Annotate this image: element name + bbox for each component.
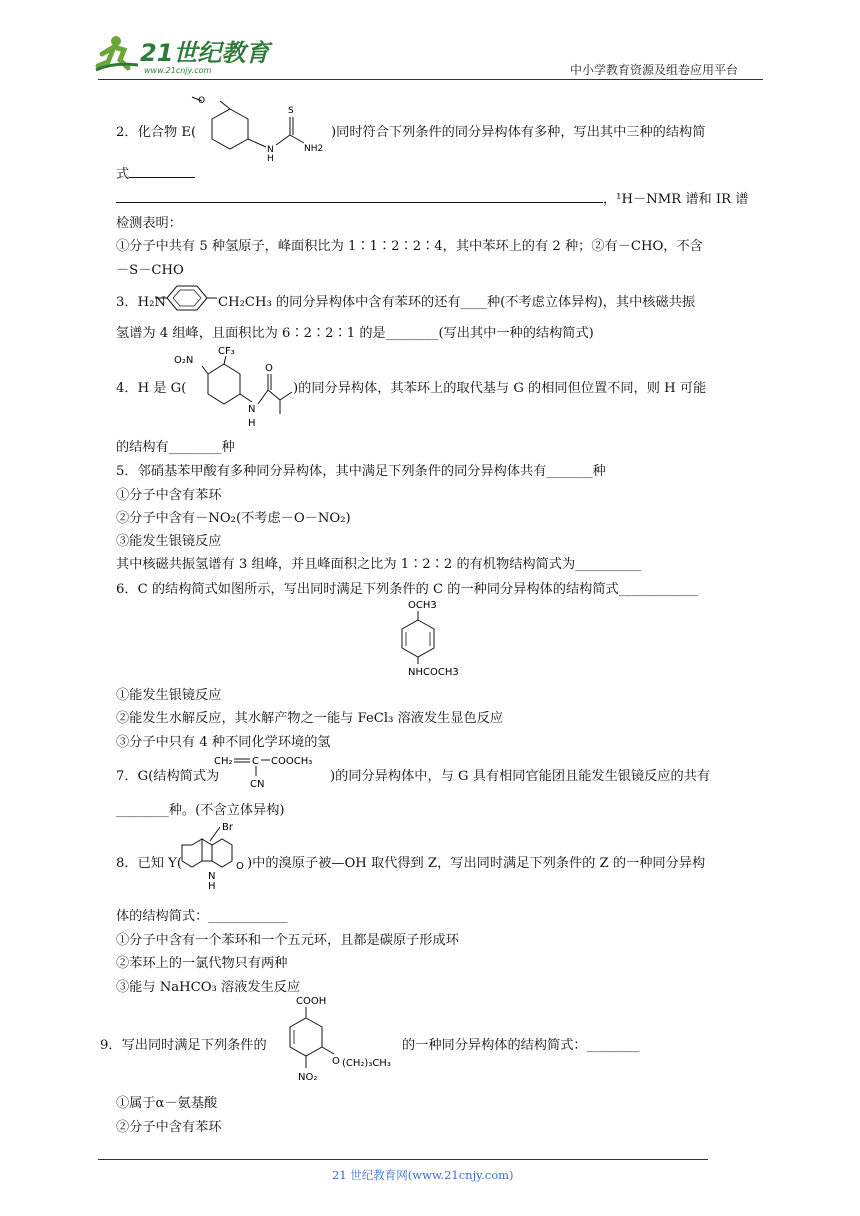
q8-structure <box>170 819 250 893</box>
atom-cooch3: COOCH₃ <box>271 756 313 767</box>
atom-chain: (CH₂)₃CH₃ <box>342 1058 391 1069</box>
q2-nmr: ，¹H－NMR 谱和 IR 谱 <box>603 192 749 207</box>
q4-prefix: 4．H 是 G( <box>116 381 187 396</box>
q7-suffix: )的同分异构体中，与 G 具有相同官能团且能发生银镜反应的共有 <box>330 769 711 784</box>
q5-c1: ①分子中含有苯环 <box>116 488 222 503</box>
atom-o: O <box>265 363 273 374</box>
atom-h: H <box>208 881 216 892</box>
footer-link[interactable]: 21 世纪教育网(www.21cnjy.com) <box>332 1168 514 1182</box>
atom-o: O <box>198 96 206 106</box>
q8-c3: ③能与 NaHCO₃ 溶液发生反应 <box>116 980 301 995</box>
q6-structure <box>384 596 474 680</box>
atom-s: S <box>288 106 294 116</box>
logo-url: www.21cnjy.com <box>144 66 212 75</box>
logo-text: 21世纪教育 <box>140 39 270 67</box>
atom-o: O <box>332 1056 340 1067</box>
atom-br: Br <box>222 822 233 833</box>
q5-c3: ③能发生银镜反应 <box>116 534 222 549</box>
q8-c2: ②苯环上的一氯代物只有两种 <box>116 956 288 971</box>
q4-structure <box>172 340 296 432</box>
q9-prefix: 9．写出同时满足下列条件的 <box>100 1038 267 1053</box>
atom-o2n: O₂N <box>174 355 194 366</box>
header-logo <box>94 32 270 78</box>
atom-h: H <box>248 418 256 429</box>
q2-blank-long <box>116 190 603 203</box>
q2-structure <box>186 95 332 164</box>
atom-no2: NO₂ <box>298 1072 318 1083</box>
q5-line1: 5．邻硝基苯甲酸有多种同分异构体，其中满足下列条件的同分异构体共有_______种 <box>116 464 606 479</box>
q7-structure <box>214 752 332 792</box>
atom-n: N <box>248 404 256 415</box>
q3-benzene <box>155 281 217 315</box>
q2-line5: ①分子中共有 5 种氢原子，峰面积比为 1∶1∶2∶2∶4，其中苯环上的有 2 种；②有－CHO，不含 <box>116 239 703 254</box>
q9-c2: ②分子中含有苯环 <box>116 1120 222 1135</box>
q7-line2: ________种。(不含立体异构) <box>116 803 285 818</box>
atom-nh2: NH2 <box>304 144 324 154</box>
q4-line2: 的结构有________种 <box>116 440 235 455</box>
q3-text2: CH₂CH₃ 的同分异构体中含有苯环的还有____种(不考虑立体异构)，其中核磁共振 <box>218 295 696 310</box>
q7-prefix: 7．G(结构简式为 <box>116 769 220 784</box>
header-divider <box>98 79 763 80</box>
atom-ch2: CH₂ <box>214 756 233 767</box>
atom-h: H <box>267 154 274 164</box>
q9-structure <box>286 992 406 1088</box>
atom-c: C <box>252 756 259 767</box>
atom-cooh: COOH <box>296 996 327 1007</box>
q8-line2: 体的结构简式：____________ <box>116 909 288 924</box>
atom-cn: CN <box>250 779 265 790</box>
platform-name: 中小学教育资源及组卷应用平台 <box>570 63 739 77</box>
atom-o: O <box>236 861 244 872</box>
q2-suffix: )同时符合下列条件的同分异构体有多种，写出其中三种的结构简 <box>331 125 706 140</box>
atom-cf3: CF₃ <box>218 346 235 357</box>
q6-line1: 6．C 的结构简式如图所示，写出同时满足下列条件的 C 的一种同分异构体的结构简式____________ <box>116 582 698 597</box>
runner-icon <box>96 36 138 70</box>
q2-line6: －S－CHO <box>116 263 184 278</box>
q3-line2: 氢谱为 4 组峰，且面积比为 6∶2∶2∶1 的是________(写出其中一种的结构简式) <box>116 326 594 341</box>
q3-text1: 3．H₂N <box>116 295 166 310</box>
q8-prefix: 8．已知 Y( <box>116 856 182 871</box>
q9-suffix: 的一种同分异构体的结构简式：________ <box>402 1038 640 1053</box>
atom-och3: OCH3 <box>408 600 437 611</box>
footer-divider <box>98 1159 708 1160</box>
q6-c2: ②能发生水解反应，其水解产物之一能与 FeCl₃ 溶液发生显色反应 <box>116 711 504 726</box>
q2-prefix: 2．化合物 E( <box>116 125 197 140</box>
q4-suffix: )的同分异构体，其苯环上的取代基与 G 的相同但位置不同，则 H 可能 <box>293 381 707 396</box>
q6-c1: ①能发生银镜反应 <box>116 688 222 703</box>
q8-suffix: )中的溴原子被—OH 取代得到 Z，写出同时满足下列条件的 Z 的一种同分异构 <box>247 856 706 871</box>
q5-line5: 其中核磁共振氢谱有 3 组峰，并且峰面积之比为 1∶2∶2 的有机物结构简式为__________ <box>116 557 642 572</box>
atom-nhcoch3: NHCOCH3 <box>408 667 459 678</box>
atom-n: N <box>208 871 216 882</box>
q6-c3: ③分子中只有 4 种不同化学环境的氢 <box>116 735 331 750</box>
q8-c1: ①分子中含有一个苯环和一个五元环，且都是碳原子形成环 <box>116 933 459 948</box>
q9-c1: ①属于α－氨基酸 <box>116 1096 218 1111</box>
q2-blank <box>129 165 195 178</box>
atom-n: N <box>267 145 274 155</box>
q2-line2: 式 <box>116 167 130 182</box>
q2-line4: 检测表明： <box>116 216 182 231</box>
q5-c2: ②分子中含有－NO₂(不考虑－O－NO₂) <box>116 511 351 526</box>
